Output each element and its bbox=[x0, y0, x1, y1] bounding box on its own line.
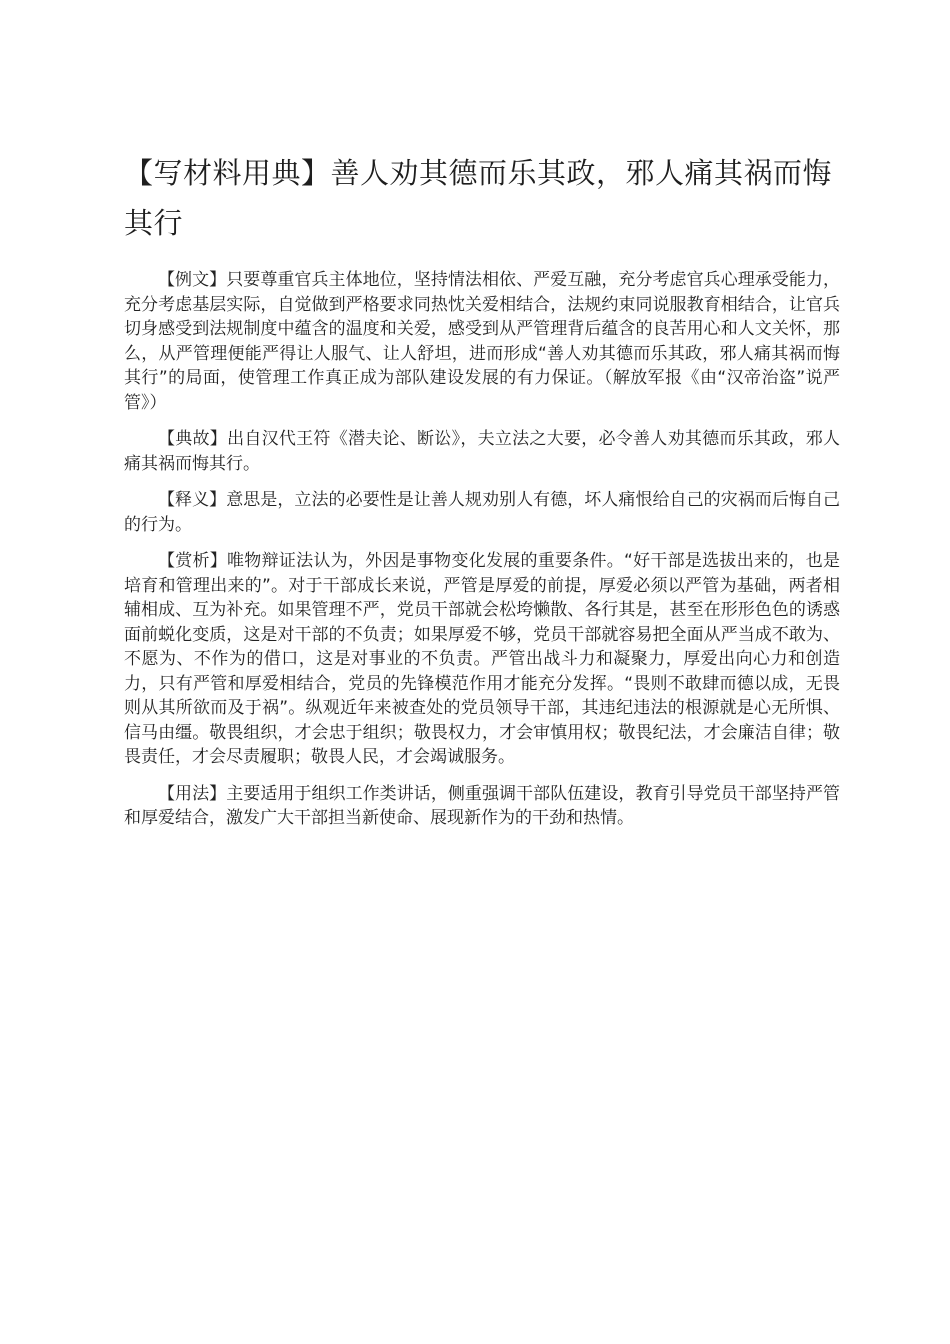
section-text: 主要适用于组织工作类讲话，侧重强调干部队伍建设，教育引导党员干部坚持严管和厚爱结合，激发广大干部担当新使命、展现新作为的干劲和热情。 bbox=[124, 783, 841, 828]
section-tag: 【赏析】 bbox=[158, 551, 228, 571]
section-meaning bbox=[124, 488, 840, 537]
section-usage bbox=[124, 782, 840, 831]
section-example bbox=[124, 268, 840, 415]
document-title: 【写材料用典】善人劝其德而乐其政，邪人痛其祸而悔其行 bbox=[124, 156, 833, 240]
section-tag: 【释义】 bbox=[158, 490, 227, 510]
section-text: 只要尊重官兵主体地位，坚持情法相依、严爱互融，充分考虑官兵心理承受能力，充分考虑基层实际，自觉做到严格要求同热忱关爱相结合，法规约束同说服教育相结合，让官兵切身感受到法规制度中蕴含的温度和关爱，感受到从严管理背后蕴含的良苦用心和人文关怀，那么，从严管理便能严得让人服气、让人舒坦，进而形成“善人劝其德而乐其政，邪人痛其祸而悔其行”的局面，使管理工作真正成为部队建设发展的有力保证。（解放军报《由“汉帝治盗”说严管》） bbox=[124, 270, 841, 413]
section-origin bbox=[124, 427, 840, 476]
document-body bbox=[124, 268, 840, 831]
section-text: 意思是，立法的必要性是让善人规劝别人有德，坏人痛恨给自己的灾祸而后悔自己的行为。 bbox=[124, 490, 841, 535]
section-appreciation bbox=[124, 549, 840, 770]
section-tag: 【例文】 bbox=[158, 270, 227, 290]
section-tag: 【典故】 bbox=[158, 429, 228, 449]
document-page bbox=[124, 148, 840, 843]
section-text: 唯物辩证法认为，外因是事物变化发展的重要条件。“好干部是选拔出来的，也是培育和管理出来的”。对于干部成长来说，严管是厚爱的前提，厚爱必须以严管为基础，两者相辅相成、互为补充。如果管理不严，党员干部就会松垮懒散、各行其是，甚至在形形色色的诱惑面前蜕化变质，这是对干部的不负责；如果厚爱不够，党员干部就容易把全面从严当成不敢为、不愿为、不作为的借口，这是对事业的不负责。严管出战斗力和凝聚力，厚爱出向心力和创造力，只有严管和厚爱相结合，党员的先锋模范作用才能充分发挥。“畏则不敢肆而德以成，无畏则从其所欲而及于祸”。纵观近年来被查处的党员领导干部，其违纪违法的根源就是心无所惧、信马由缰。敬畏组织，才会忠于组织；敬畏权力，才会审慎用权；敬畏纪法，才会廉洁自律；敬畏责任，才会尽责履职；敬畏人民，才会竭诚服务。 bbox=[124, 551, 840, 767]
section-tag: 【用法】 bbox=[158, 783, 227, 804]
section-text: 出自汉代王符《潜夫论、断讼》，夫立法之大要，必令善人劝其德而乐其政，邪人痛其祸而悔其行。 bbox=[124, 429, 840, 474]
